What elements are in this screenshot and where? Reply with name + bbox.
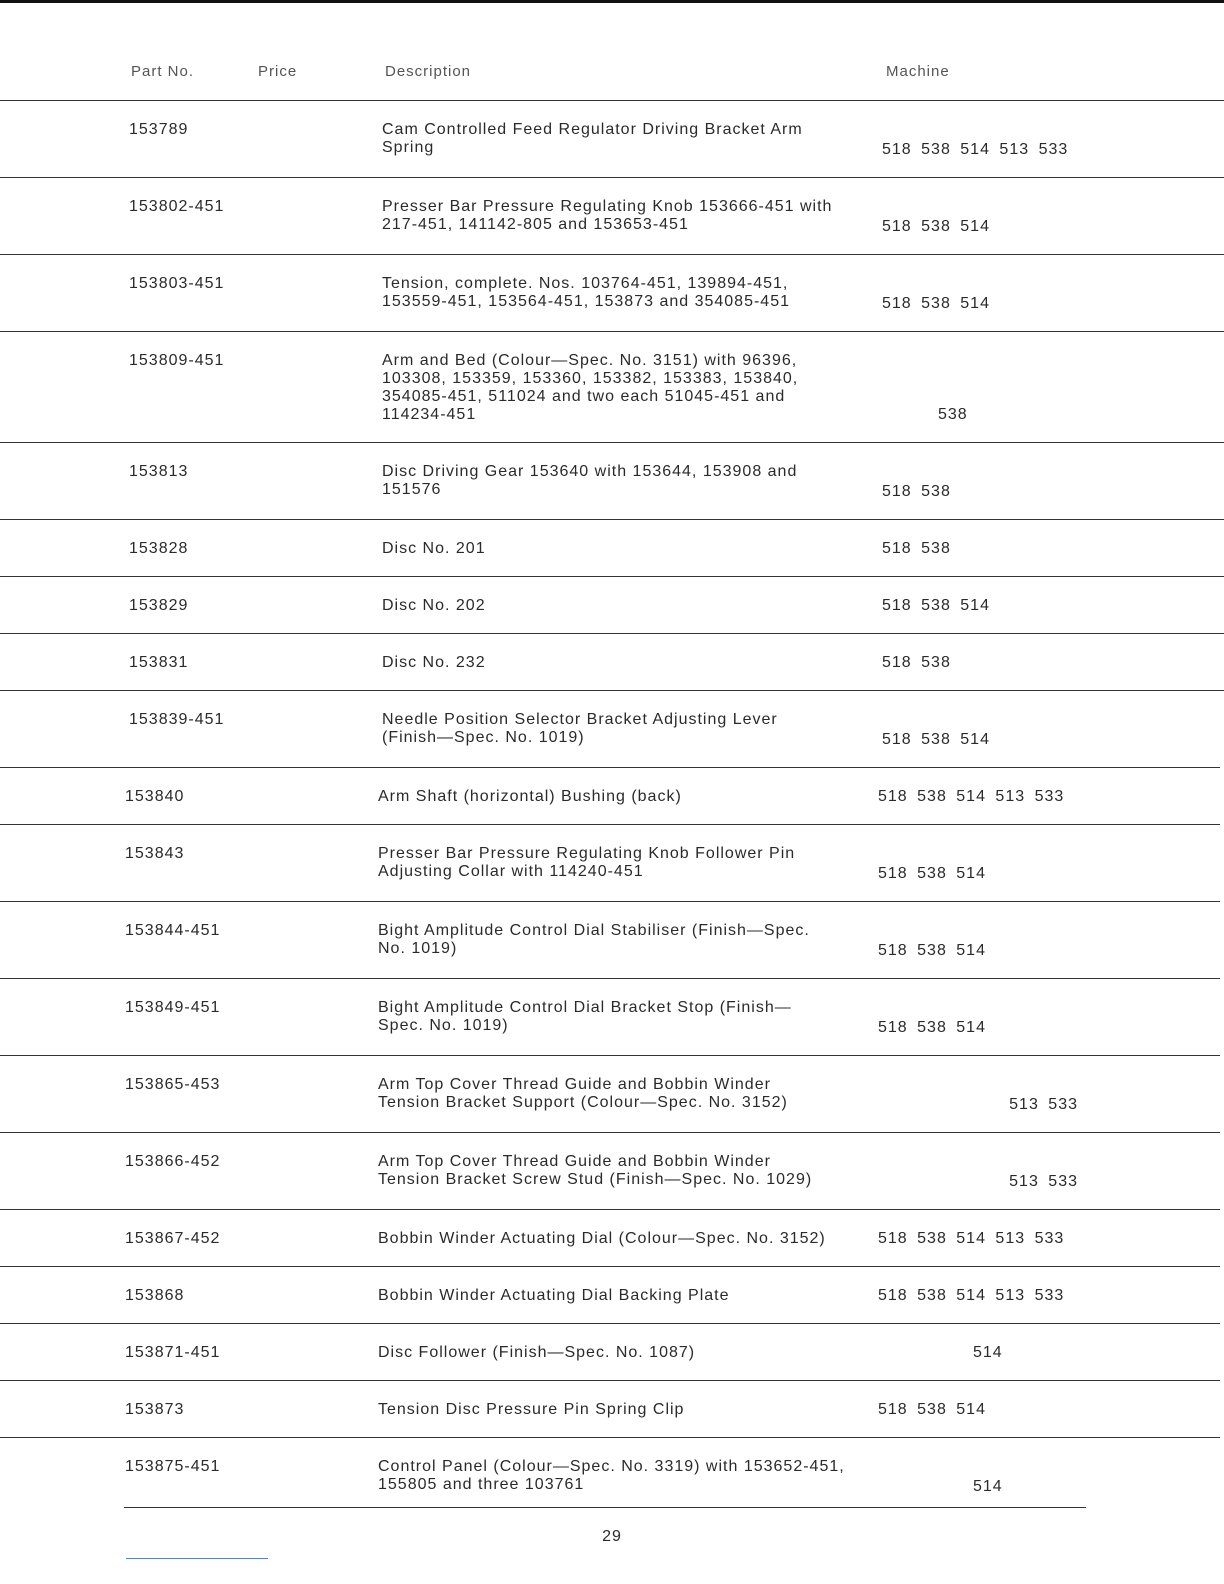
- machine-list: 518 538 514 513 533: [878, 1287, 1065, 1304]
- part-number: 153809-451: [129, 352, 225, 369]
- machine-list: 518 538 514: [882, 597, 990, 614]
- table-row: [0, 254, 1224, 331]
- table-row: [0, 1055, 1220, 1132]
- machine-list: 518 538 514: [878, 1019, 986, 1036]
- part-description: Arm Shaft (horizontal) Bushing (back): [378, 788, 682, 805]
- table-row: [0, 1266, 1220, 1323]
- part-number: 153866-452: [125, 1153, 221, 1170]
- machine-list: 518 538 514: [878, 1401, 986, 1418]
- machine-list: 513 533: [1009, 1096, 1078, 1113]
- part-description: Bobbin Winder Actuating Dial (Colour—Spec. No. 3152): [378, 1230, 826, 1247]
- part-description: Disc No. 232: [382, 654, 486, 671]
- part-number: 153875-451: [125, 1458, 221, 1475]
- table-row: [0, 331, 1224, 442]
- part-description: Arm Top Cover Thread Guide and Bobbin Winder Tension Bracket Support (Colour—Spec. No. 3152): [378, 1076, 788, 1111]
- part-number: 153813: [129, 463, 189, 480]
- part-description: Tension Disc Pressure Pin Spring Clip: [378, 1401, 685, 1418]
- header-machine: Machine: [886, 63, 950, 80]
- part-description: Control Panel (Colour—Spec. No. 3319) with 153652-451, 155805 and three 103761: [378, 1458, 845, 1493]
- machine-list: 518 538 514 513 533: [882, 141, 1069, 158]
- page-number: 29: [602, 1528, 622, 1545]
- machine-list: 518 538 514 513 533: [878, 788, 1065, 805]
- header-price: Price: [258, 63, 298, 80]
- part-number: 153868: [125, 1287, 185, 1304]
- part-description: Disc Follower (Finish—Spec. No. 1087): [378, 1344, 696, 1361]
- table-row: [0, 1323, 1220, 1380]
- machine-list: 518 538 514: [878, 865, 986, 882]
- part-number: 153831: [129, 654, 189, 671]
- part-description: Bight Amplitude Control Dial Stabiliser (Finish—Spec. No. 1019): [378, 922, 810, 957]
- machine-list: 513 533: [1009, 1173, 1078, 1190]
- machine-list: 518 538: [882, 540, 951, 557]
- table-header: [0, 60, 1224, 90]
- parts-table: [0, 100, 1224, 1514]
- part-description: Bight Amplitude Control Dial Bracket Stop (Finish— Spec. No. 1019): [378, 999, 792, 1034]
- machine-list: 514: [973, 1344, 1003, 1361]
- table-row: [0, 901, 1220, 978]
- machine-list: 518 538 514: [882, 218, 990, 235]
- table-row: [0, 824, 1220, 901]
- part-description: Bobbin Winder Actuating Dial Backing Plate: [378, 1287, 730, 1304]
- part-number: 153803-451: [129, 275, 225, 292]
- part-number: 153865-453: [125, 1076, 221, 1093]
- part-number: 153873: [125, 1401, 185, 1418]
- machine-list: 518 538 514 513 533: [878, 1230, 1065, 1247]
- part-description: Disc No. 201: [382, 540, 486, 557]
- header-part-no: Part No.: [131, 63, 195, 80]
- part-number: 153839-451: [129, 711, 225, 728]
- machine-list: 538: [938, 406, 968, 423]
- table-row: [0, 1380, 1220, 1437]
- part-description: Arm and Bed (Colour—Spec. No. 3151) with 96396, 103308, 153359, 153360, 153382, 153383, 153840, 354085-451, 511024 and two each 51045-451 and 114234-451: [382, 352, 799, 423]
- machine-list: 518 538 514: [882, 731, 990, 748]
- part-description: Tension, complete. Nos. 103764-451, 139894-451, 153559-451, 153564-451, 153873 and 354085-451: [382, 275, 790, 310]
- part-number: 153829: [129, 597, 189, 614]
- table-row: [0, 519, 1224, 576]
- part-description: Presser Bar Pressure Regulating Knob Follower Pin Adjusting Collar with 114240-451: [378, 845, 796, 880]
- part-description: Disc No. 202: [382, 597, 486, 614]
- machine-list: 514: [973, 1478, 1003, 1495]
- part-number: 153867-452: [125, 1230, 221, 1247]
- machine-list: 518 538: [882, 483, 951, 500]
- table-row: [0, 576, 1224, 633]
- header-description: Description: [385, 63, 472, 80]
- machine-list: 518 538 514: [882, 295, 990, 312]
- part-description: Needle Position Selector Bracket Adjusting Lever (Finish—Spec. No. 1019): [382, 711, 778, 746]
- table-row: [0, 177, 1224, 254]
- part-number: 153840: [125, 788, 185, 805]
- footer-link[interactable]: [126, 1558, 268, 1559]
- table-row: [0, 1132, 1220, 1209]
- part-number: 153871-451: [125, 1344, 221, 1361]
- machine-list: 518 538 514: [878, 942, 986, 959]
- part-number: 153828: [129, 540, 189, 557]
- part-description: Disc Driving Gear 153640 with 153644, 153908 and 151576: [382, 463, 798, 498]
- table-row: [0, 1437, 1220, 1514]
- table-row: [0, 100, 1224, 177]
- part-number: 153789: [129, 121, 189, 138]
- part-number: 153843: [125, 845, 185, 862]
- part-number: 153849-451: [125, 999, 221, 1016]
- part-description: Arm Top Cover Thread Guide and Bobbin Winder Tension Bracket Screw Stud (Finish—Spec. No. 1029): [378, 1153, 813, 1188]
- part-description: Presser Bar Pressure Regulating Knob 153666-451 with 217-451, 141142-805 and 153653-451: [382, 198, 833, 233]
- table-row: [0, 978, 1220, 1055]
- table-row: [0, 633, 1224, 690]
- part-number: 153802-451: [129, 198, 225, 215]
- part-description: Cam Controlled Feed Regulator Driving Bracket Arm Spring: [382, 121, 803, 156]
- bottom-rule: [124, 1507, 1086, 1508]
- machine-list: 518 538: [882, 654, 951, 671]
- table-row: [0, 442, 1224, 519]
- table-row: [0, 767, 1220, 824]
- table-row: [0, 690, 1224, 767]
- part-number: 153844-451: [125, 922, 221, 939]
- top-rule: [0, 0, 1224, 3]
- table-row: [0, 1209, 1220, 1266]
